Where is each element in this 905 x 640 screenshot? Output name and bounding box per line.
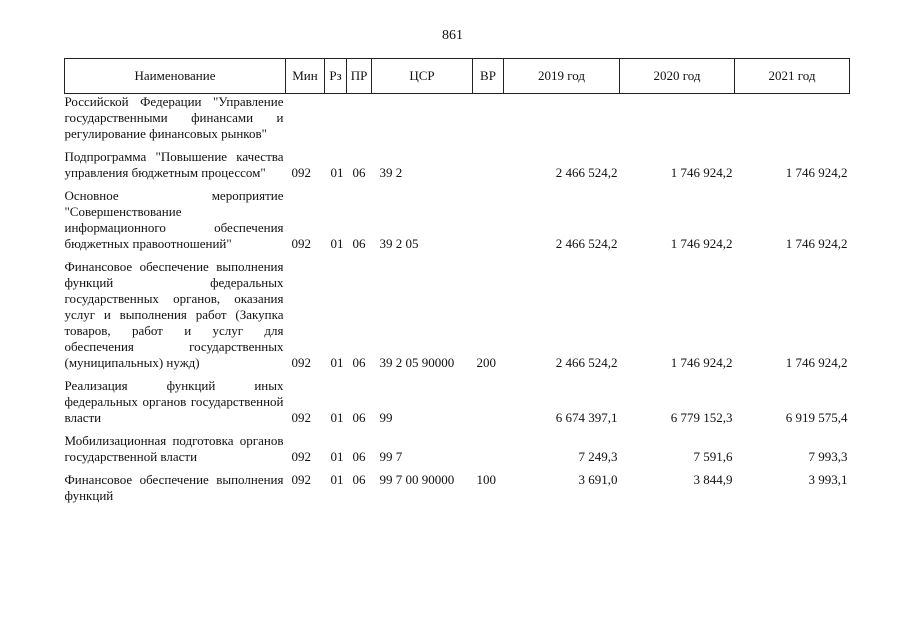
row-pr: 06 [352, 236, 366, 251]
row-csr: 99 [379, 410, 393, 425]
header-vr: ВР [473, 59, 504, 94]
row-csr: 99 7 [379, 449, 403, 464]
row-name: Финансовое обеспечение выполнения функций [64, 472, 284, 503]
page-number: 861 [442, 28, 463, 43]
row-name: Основное мероприятие "Совершенствование информационного обеспечения бюджетных правоотношений" [64, 188, 284, 251]
row-name: Подпрограмма "Повышение качества управления бюджетным процессом" [64, 149, 284, 180]
row-2019: 2 466 524,2 [555, 236, 618, 251]
row-pr: 06 [352, 355, 366, 370]
row-2021: 1 746 924,2 [785, 165, 848, 180]
table-row [65, 149, 850, 181]
table-row [65, 378, 850, 426]
row-min: 092 [291, 472, 311, 487]
row-pr: 06 [352, 472, 366, 487]
row-rz: 01 [330, 410, 344, 425]
row-vr [473, 188, 504, 252]
row-pr: 06 [352, 449, 366, 464]
row-min: 092 [291, 410, 311, 425]
row-vr [473, 378, 504, 426]
row-2019: 2 466 524,2 [555, 355, 618, 370]
row-csr: 39 2 [379, 165, 403, 180]
row-csr: 39 2 05 90000 [379, 355, 455, 370]
row-2021: 1 746 924,2 [785, 236, 848, 251]
row-2020: 1 746 924,2 [670, 165, 733, 180]
row-rz: 01 [330, 355, 344, 370]
header-2020: 2020 год [620, 59, 735, 94]
row-2020: 6 779 152,3 [670, 410, 733, 425]
row-2021: 7 993,3 [808, 449, 848, 464]
row-2019: 3 691,0 [578, 472, 618, 487]
row-2020 [620, 94, 735, 143]
table-row [65, 94, 850, 143]
row-2019: 6 674 397,1 [555, 410, 618, 425]
row-min: 092 [291, 236, 311, 251]
row-name: Российской Федерации "Управление государственными финансами и регулирование финансовых рынков" [64, 94, 284, 141]
row-min: 092 [291, 355, 311, 370]
row-csr: 99 7 00 90000 [379, 472, 455, 487]
row-2021: 3 993,1 [808, 472, 848, 487]
row-pr: 06 [352, 410, 366, 425]
row-min [286, 94, 325, 143]
row-min: 092 [291, 449, 311, 464]
row-2019 [504, 94, 620, 143]
header-csr: ЦСР [372, 59, 473, 94]
row-2020: 1 746 924,2 [670, 236, 733, 251]
row-name: Реализация функций иных федеральных органов государственной власти [64, 378, 284, 425]
row-rz [325, 94, 347, 143]
row-2019: 7 249,3 [578, 449, 618, 464]
header-name: Наименование [65, 59, 286, 94]
header-rz: Рз [325, 59, 347, 94]
row-2021: 1 746 924,2 [785, 355, 848, 370]
row-2019: 2 466 524,2 [555, 165, 618, 180]
row-vr [473, 433, 504, 465]
row-name: Мобилизационная подготовка органов государственной власти [64, 433, 284, 464]
row-2020: 1 746 924,2 [670, 355, 733, 370]
table-row [65, 188, 850, 252]
row-name: Финансовое обеспечение выполнения функций федеральных государственных органов, оказания услуг и выполнения работ (Закупка товаров, работ и услуг для обеспечения государственных (муниципальных) нужд) [64, 259, 284, 370]
row-rz: 01 [330, 449, 344, 464]
header-pr: ПР [347, 59, 372, 94]
row-rz: 01 [330, 236, 344, 251]
row-vr [473, 94, 504, 143]
table-header-row [65, 59, 850, 94]
row-vr [473, 149, 504, 181]
row-vr: 200 [476, 355, 496, 370]
table-row [65, 472, 850, 504]
row-pr [347, 94, 372, 143]
table-row [65, 433, 850, 465]
row-2021: 6 919 575,4 [785, 410, 848, 425]
header-min: Мин [286, 59, 325, 94]
row-rz: 01 [330, 165, 344, 180]
header-2019: 2019 год [504, 59, 620, 94]
row-2021 [735, 94, 850, 143]
row-min: 092 [291, 165, 311, 180]
header-2021: 2021 год [735, 59, 850, 94]
table-row [65, 259, 850, 371]
row-csr [372, 94, 473, 143]
row-2020: 7 591,6 [693, 449, 733, 464]
row-2020: 3 844,9 [693, 472, 733, 487]
row-pr: 06 [352, 165, 366, 180]
row-rz: 01 [330, 472, 344, 487]
budget-table [64, 58, 850, 504]
row-vr: 100 [476, 472, 496, 487]
row-csr: 39 2 05 [379, 236, 419, 251]
